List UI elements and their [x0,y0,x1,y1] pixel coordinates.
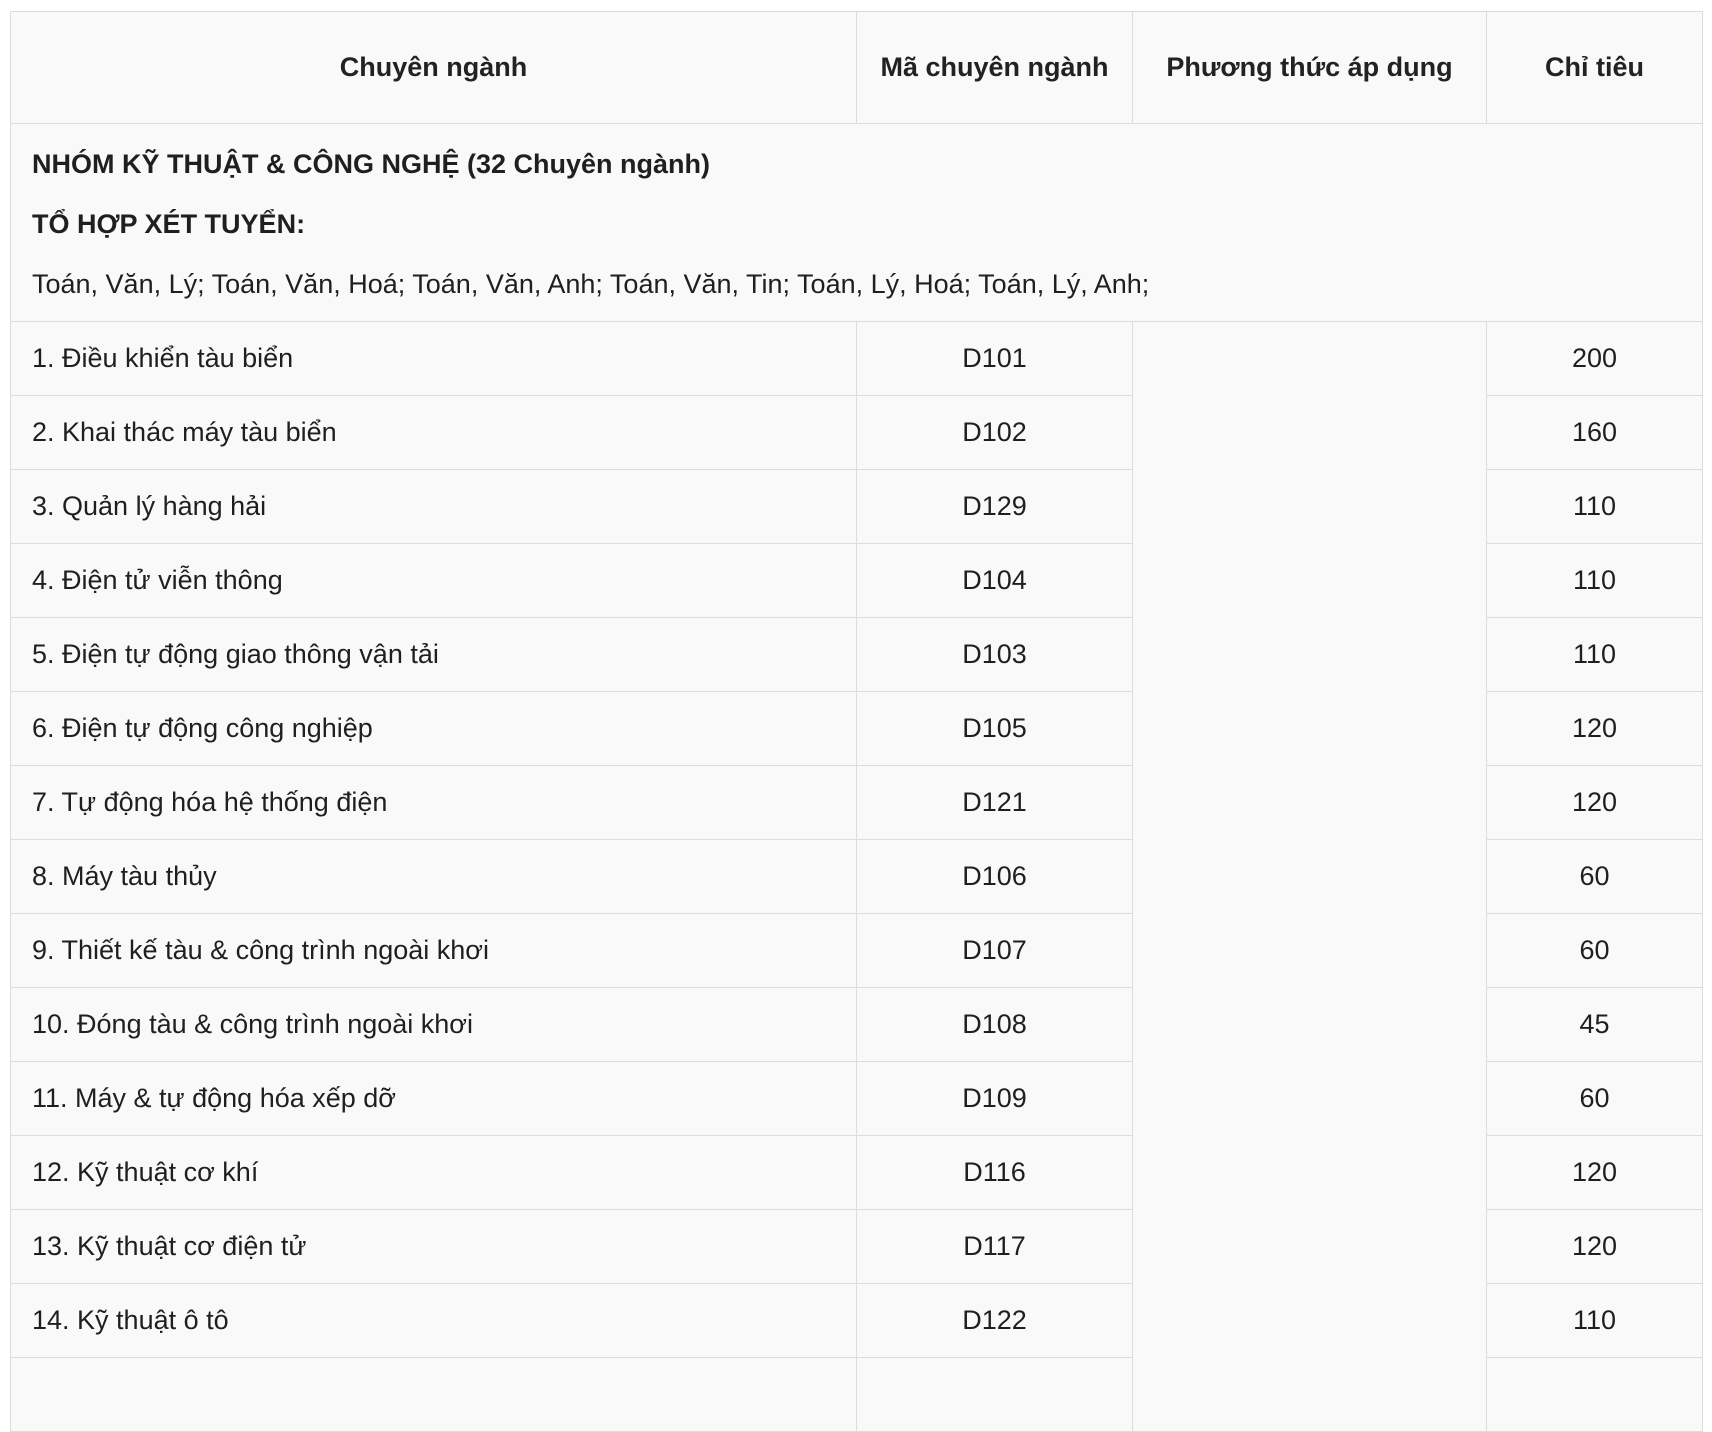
major-code: D102 [857,396,1133,470]
major-name: 9. Thiết kế tàu & công trình ngoài khơi [11,914,857,988]
major-code [857,1358,1133,1432]
header-quota: Chỉ tiêu [1487,12,1703,124]
quota-value [1487,1358,1703,1432]
quota-value: 200 [1487,322,1703,396]
major-code: D116 [857,1136,1133,1210]
major-name: 13. Kỹ thuật cơ điện tử [11,1210,857,1284]
major-name [11,1358,857,1432]
major-code: D109 [857,1062,1133,1136]
header-major: Chuyên ngành [11,12,857,124]
major-name: 11. Máy & tự động hóa xếp dỡ [11,1062,857,1136]
major-name: 3. Quản lý hàng hải [11,470,857,544]
quota-value: 110 [1487,1284,1703,1358]
quota-value: 60 [1487,914,1703,988]
major-code: D104 [857,544,1133,618]
major-name: 10. Đóng tàu & công trình ngoài khơi [11,988,857,1062]
quota-value: 110 [1487,544,1703,618]
major-name: 8. Máy tàu thủy [11,840,857,914]
major-code: D107 [857,914,1133,988]
major-code: D121 [857,766,1133,840]
group-cell [11,124,1703,322]
major-code: D105 [857,692,1133,766]
major-name: 6. Điện tự động công nghiệp [11,692,857,766]
method-cell [1133,322,1487,1432]
major-code: D106 [857,840,1133,914]
major-code: D129 [857,470,1133,544]
quota-value: 110 [1487,618,1703,692]
admissions-table [10,11,1703,1432]
admissions-table-container [10,11,1702,1432]
major-code: D122 [857,1284,1133,1358]
group-row [11,124,1703,322]
combination-text: Toán, Văn, Lý; Toán, Văn, Hoá; Toán, Văn, Anh; Toán, Văn, Tin; Toán, Lý, Hoá; Toán, Lý, Anh; [32,269,1150,299]
table-header-row [11,12,1703,124]
quota-value: 120 [1487,1210,1703,1284]
major-code: D108 [857,988,1133,1062]
quota-value: 60 [1487,1062,1703,1136]
header-major-code: Mã chuyên ngành [857,12,1133,124]
major-name: 4. Điện tử viễn thông [11,544,857,618]
quota-value: 160 [1487,396,1703,470]
major-name: 12. Kỹ thuật cơ khí [11,1136,857,1210]
major-name: 1. Điều khiển tàu biển [11,322,857,396]
major-code: D117 [857,1210,1133,1284]
table-row [11,322,1703,396]
major-name: 14. Kỹ thuật ô tô [11,1284,857,1358]
header-method: Phương thức áp dụng [1133,12,1487,124]
major-name: 5. Điện tự động giao thông vận tải [11,618,857,692]
quota-value: 110 [1487,470,1703,544]
major-code: D103 [857,618,1133,692]
quota-value: 120 [1487,1136,1703,1210]
quota-value: 60 [1487,840,1703,914]
major-code: D101 [857,322,1133,396]
group-title: NHÓM KỸ THUẬT & CÔNG NGHỆ (32 Chuyên ngành) [32,149,711,179]
major-name: 2. Khai thác máy tàu biển [11,396,857,470]
combination-title: TỔ HỢP XÉT TUYỂN: [32,209,306,239]
major-name: 7. Tự động hóa hệ thống điện [11,766,857,840]
quota-value: 120 [1487,692,1703,766]
quota-value: 120 [1487,766,1703,840]
quota-value: 45 [1487,988,1703,1062]
